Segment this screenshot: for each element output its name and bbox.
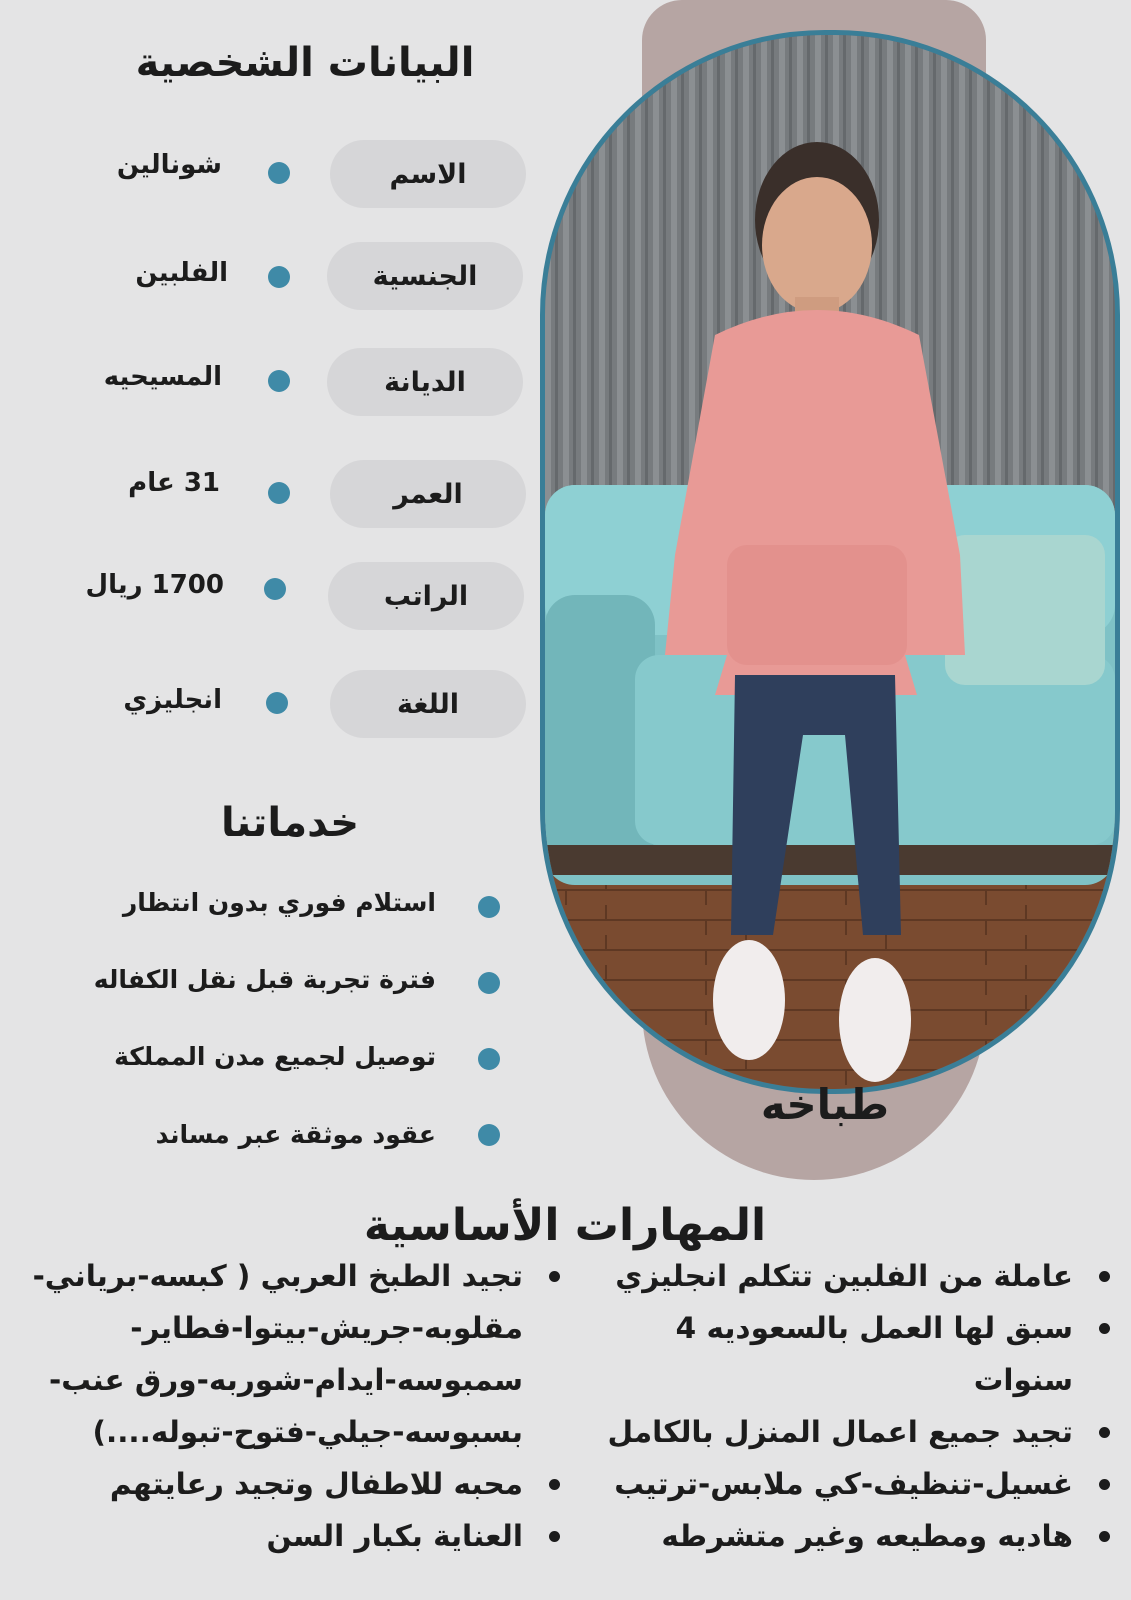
bullet-dot: [478, 1124, 500, 1146]
service-text: عقود موثقة عبر مساند: [155, 1120, 436, 1149]
bullet-dot: [478, 972, 500, 994]
field-value: شونالين: [116, 150, 222, 180]
bullet-dot: [478, 896, 500, 918]
field-value: 31 عام: [128, 468, 220, 498]
bullet-dot: [478, 1048, 500, 1070]
service-text: استلام فوري بدون انتظار: [122, 888, 436, 917]
worker-photo-illustration: [545, 35, 1115, 1089]
skill-item: هاديه ومطيعه وغير متشرطه: [575, 1510, 1115, 1562]
skill-item: عاملة من الفلبين تتكلم انجليزي: [575, 1250, 1115, 1302]
skill-item: تجيد جميع اعمال المنزل بالكامل: [575, 1406, 1115, 1458]
field-label: الاسم: [330, 140, 526, 208]
services-section-title: خدماتنا: [220, 800, 360, 846]
bullet-dot: [268, 482, 290, 504]
field-label: الجنسية: [327, 242, 523, 310]
skills-right-column: [575, 1250, 1115, 1562]
job-role-label: طباخه: [760, 1080, 890, 1129]
field-value: 1700 ريال: [85, 570, 224, 600]
field-label: اللغة: [330, 670, 526, 738]
personal-section-title: البيانات الشخصية: [135, 40, 475, 86]
bullet-dot: [268, 162, 290, 184]
field-label: الديانة: [327, 348, 523, 416]
field-value: الفلبين: [135, 258, 228, 288]
service-text: توصيل لجميع مدن المملكة: [114, 1042, 436, 1071]
skills-left-column: [10, 1250, 565, 1562]
skill-item: تجيد الطبخ العربي ( كبسه-برياني-مقلوبه-جريش-بيتوا-فطاير-سمبوسه-ايدام-شوربه-ورق عنب-بسبوسه-جيلي-فتوح-تبوله....): [10, 1250, 565, 1458]
bullet-dot: [266, 692, 288, 714]
bullet-dot: [268, 266, 290, 288]
skill-item: غسيل-تنظيف-كي ملابس-ترتيب: [575, 1458, 1115, 1510]
field-value: المسيحيه: [103, 362, 222, 392]
skills-section-title: المهارات الأساسية: [363, 1200, 767, 1251]
field-label: العمر: [330, 460, 526, 528]
field-label: الراتب: [328, 562, 524, 630]
field-value: انجليزي: [123, 685, 222, 715]
profile-photo: [540, 30, 1120, 1094]
bullet-dot: [264, 578, 286, 600]
skill-item: سبق لها العمل بالسعوديه 4 سنوات: [575, 1302, 1115, 1406]
service-text: فترة تجربة قبل نقل الكفاله: [93, 965, 436, 994]
skill-item: العناية بكبار السن: [10, 1510, 565, 1562]
skill-item: محبه للاطفال وتجيد رعايتهم: [10, 1458, 565, 1510]
bullet-dot: [268, 370, 290, 392]
